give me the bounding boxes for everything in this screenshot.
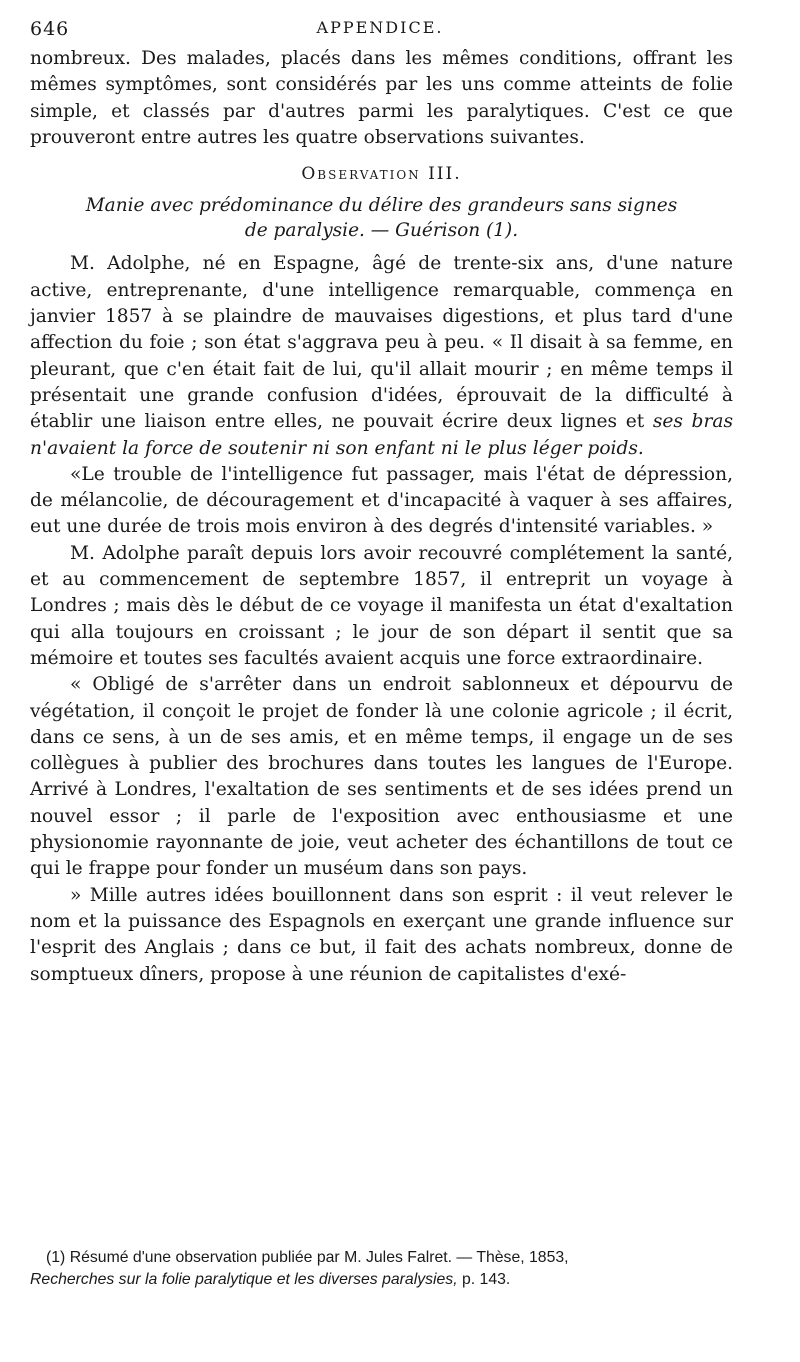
- footnote-page-ref: p. 143.: [457, 1271, 511, 1288]
- footnote: [30, 1247, 735, 1291]
- running-title: APPENDICE.: [316, 18, 444, 37]
- footnote-line-2: [30, 1269, 735, 1291]
- paragraph-1-italic: ses bras n'avaient la force de soutenir ni son enfant ni le plus léger poids.: [30, 411, 733, 459]
- body-text: [30, 46, 733, 988]
- paragraph-1: [30, 251, 733, 461]
- paragraph-5: » Mille autres idées bouillonnent dans son esprit : il veut relever le nom et la puissance des Espagnols en exerçant une grande influence sur l'esprit des Anglais ; dans ce but, il fait des achats nombreux, donne de somptueux dîners, propose à une réunion de capitalistes d'exé-: [30, 884, 733, 985]
- page-header: [30, 18, 730, 42]
- observation-subtitle: Manie avec prédominance du délire des grandeurs sans signes de paralysie. — Guérison (1).: [85, 195, 678, 242]
- paragraph-3: M. Adolphe paraît depuis lors avoir recouvré complétement la santé, et au commencement de septembre 1857, il entreprit un voyage à Londres ; mais dès le début de ce voyage il manifesta un état d'exaltation qui alla toujours en croissant ; le jour de son départ il sentit que sa mémoire et toutes ses facultés avaient acquis une force extraordinaire.: [30, 542, 733, 669]
- footnote-line-1: (1) Résumé d'une observation publiée par M. Jules Falret. — Thèse, 1853,: [46, 1249, 569, 1266]
- paragraph-4: « Obligé de s'arrêter dans un endroit sablonneux et dépourvu de végétation, il conçoit le projet de fonder là une colonie agricole ; il écrit, dans ce sens, à un de ses amis, et en même temps, il engage un de ses collègues à publier des brochures dans toutes les langues de l'Europe. Arrivé à Londres, l'exaltation de ses sentiments et de ses idées prend un nouvel essor ; il parle de l'exposition avec enthousiasme et une physionomie rayonnante de joie, veut acheter des échantillons de tout ce qui le frappe pour fonder un muséum dans son pays.: [30, 674, 733, 880]
- paragraph-2: «Le trouble de l'intelligence fut passager, mais l'état de dépression, de mélancolie, de découragement et d'incapacité à vaquer à ses affaires, eut une durée de trois mois environ à des degrés d'intensité variables. »: [30, 463, 733, 538]
- observation-title: Observation III.: [301, 164, 462, 185]
- paragraph-1-text: M. Adolphe, né en Espagne, âgé de trente-six ans, d'une nature active, entreprenante, d'une intelligence remarquable, commença en janvier 1857 à se plaindre de mauvaises digestions, et plus tard d'une affection du foie ; son état s'aggrava peu à peu. « Il disait à sa femme, en pleurant, que c'en était fait de lui, qu'il allait mourir ; en même temps il présentait une grande confusion d'idées, éprouvait de la difficulté à établir une liaison entre elles, ne pouvait écrire deux lignes et: [30, 253, 733, 433]
- paragraph-intro: nombreux. Des malades, placés dans les mêmes conditions, offrant les mêmes symptômes, sont considérés par les uns comme atteints de folie simple, et classés par d'autres parmi les paralytiques. C'est ce que prouveront entre autres les quatre observations suivantes.: [30, 48, 733, 148]
- page-number: 646: [30, 18, 70, 40]
- footnote-title-italic: Recherches sur la folie paralytique et les diverses paralysies,: [30, 1271, 458, 1288]
